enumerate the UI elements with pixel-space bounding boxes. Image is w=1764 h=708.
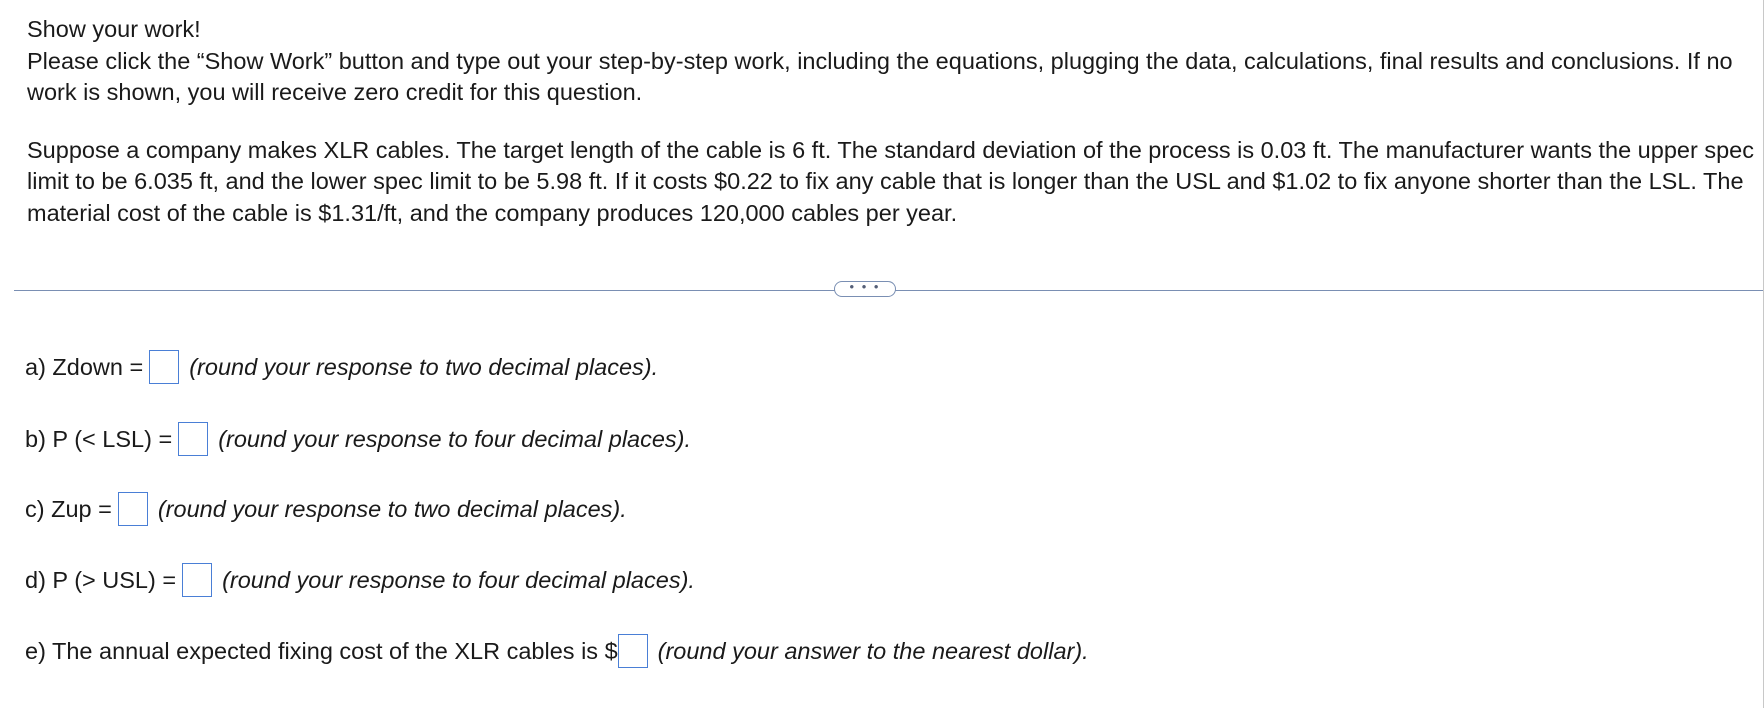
- annual-fixing-cost-input[interactable]: [618, 634, 648, 668]
- question-b-label: b) P (< LSL) =: [25, 426, 173, 452]
- intro-instructions: Please click the “Show Work” button and type out your step-by-step work, including the equations, plugging the data, calculations, final results and conclusions. If no work is shown, you will receive zero credit for this question.: [27, 47, 1733, 105]
- question-a-label: a) Zdown =: [25, 354, 144, 380]
- intro-heading: Show your work!: [27, 16, 201, 42]
- p-above-usl-input[interactable]: [182, 563, 212, 597]
- problem-statement: Suppose a company makes XLR cables. The target length of the cable is 6 ft. The standard deviation of the process is 0.03 ft. The manufacturer wants the upper spec limit to be 6.035 ft, and the lower spec limit to be 5.98 ft. If it costs $0.22 to fix any cable that is longer than the USL and $1.02 to fix anyone shorter than the LSL. The material cost of the cable is $1.31/ft, and the company produces 120,000 cables per year.: [27, 136, 1754, 226]
- question-b: [25, 422, 691, 456]
- p-below-lsl-input[interactable]: [178, 422, 208, 456]
- zup-input[interactable]: [118, 492, 148, 526]
- question-a: [25, 350, 658, 384]
- question-e: [25, 634, 1089, 668]
- question-b-hint: (round your response to four decimal places).: [218, 426, 692, 452]
- question-d-label: d) P (> USL) =: [25, 567, 177, 593]
- question-c: [25, 492, 627, 526]
- zdown-input[interactable]: [149, 350, 179, 384]
- question-e-label: e) The annual expected fixing cost of the XLR cables is $: [25, 638, 618, 664]
- question-d: [25, 563, 695, 597]
- question-a-hint: (round your response to two decimal places).: [189, 354, 659, 380]
- question-c-hint: (round your response to two decimal places).: [157, 496, 627, 522]
- question-e-hint: (round your answer to the nearest dollar).: [657, 638, 1089, 664]
- question-intro: [27, 14, 1757, 229]
- question-c-label: c) Zup =: [25, 496, 112, 522]
- expand-more-button[interactable]: • • •: [834, 281, 896, 297]
- question-d-hint: (round your response to four decimal places).: [222, 567, 695, 593]
